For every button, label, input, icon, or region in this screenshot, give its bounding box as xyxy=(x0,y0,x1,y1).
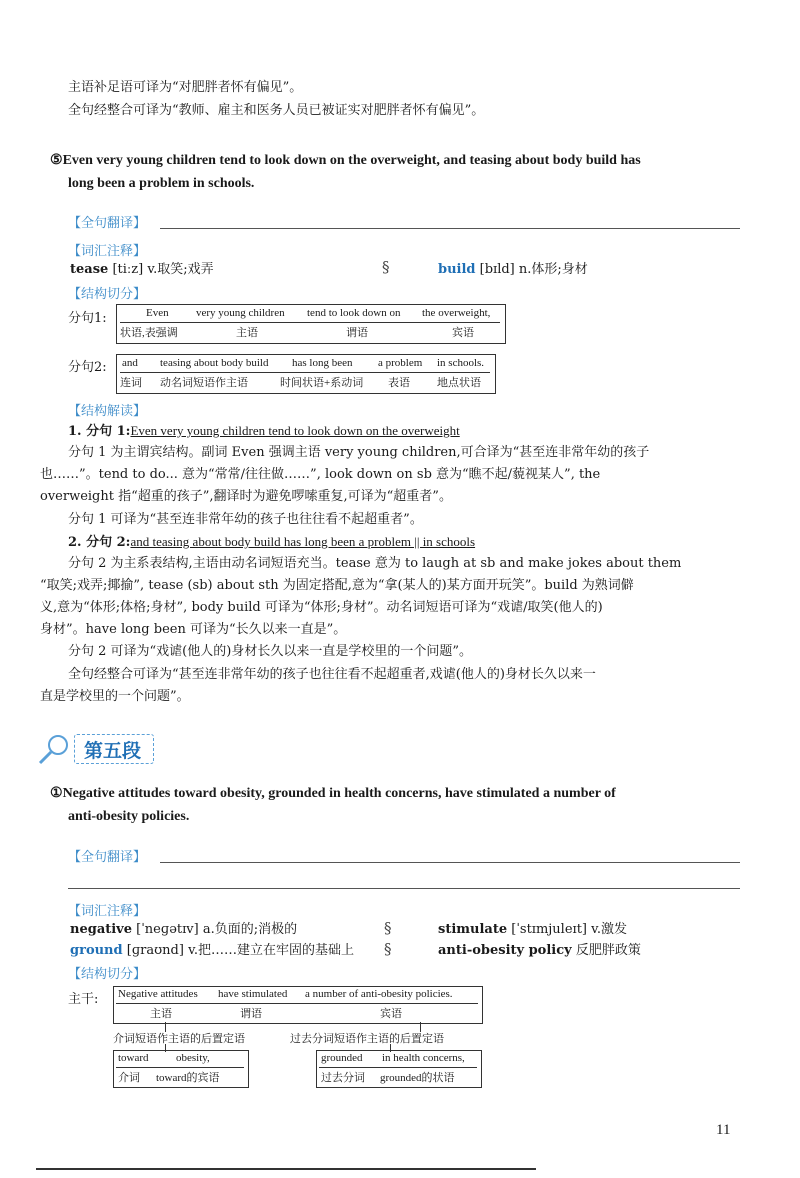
vocab-entry-negative: negative [ˈneɡətɪv] a.负面的;消极的 xyxy=(70,922,298,937)
clause-1-part: very young children xyxy=(196,307,285,319)
main-part: have stimulated xyxy=(218,988,288,1000)
clause-1-role: 宾语 xyxy=(452,327,474,339)
clause-1-role: 状语,表强调 xyxy=(120,327,178,339)
main-role: 宾语 xyxy=(380,1008,402,1020)
analysis-2-para: 义,意为“体形;体格;身材”, body build 可译为“体形;身材”。动名词短语可译为“戏谑/取笑(他人的) xyxy=(40,600,603,615)
clause-2-part: and xyxy=(122,357,138,369)
modifier-label-1: 介词短语作主语的后置定语 xyxy=(113,1033,245,1045)
clause-2-role: 地点状语 xyxy=(437,377,481,389)
analysis-1-para: overweight 指“超重的孩子”,翻译时为避免啰嗦重复,可译为“超重者”。 xyxy=(40,489,452,504)
sub2-part: in health concerns, xyxy=(382,1052,465,1064)
clause-1-role: 主语 xyxy=(236,327,258,339)
sentence-5-line-1: ⑤Even very young children tend to look down on the overweight, and teasing about body build has xyxy=(50,153,641,168)
analysis-2-summary: 分句 2 可译为“戏谑(他人的)身材长久以来一直是学校里的一个问题”。 xyxy=(68,644,472,659)
analysis-1-para: 也……”。tend to do... 意为“常常/往往做……”, look down on sb 意为“瞧不起/藐视某人”, the xyxy=(40,467,601,482)
sub1-role: 介词 xyxy=(118,1072,140,1084)
divider-squiggle: § xyxy=(384,940,392,958)
modifier-label-2: 过去分词短语作主语的后置定语 xyxy=(290,1033,444,1045)
vocab-label: 【词汇注释】 xyxy=(68,244,147,259)
divider-squiggle: § xyxy=(382,258,390,276)
clause-1-role: 谓语 xyxy=(346,327,368,339)
translation-label: 【全句翻译】 xyxy=(68,850,147,865)
clause-1-label: 分句1: xyxy=(68,311,107,326)
vocab-entry-tease: tease [tiːz] v.取笑;戏弄 xyxy=(70,262,214,277)
section-title-text: 第五段 xyxy=(84,740,142,762)
clause-1-part: Even xyxy=(146,307,169,319)
sub1-part: toward xyxy=(118,1052,149,1064)
translation-label: 【全句翻译】 xyxy=(68,216,147,231)
sub1-role: toward的宾语 xyxy=(156,1072,220,1084)
analysis-2-para: 身材”。have long been 可译为“长久以来一直是”。 xyxy=(40,622,347,637)
main-part: a number of anti-obesity policies. xyxy=(305,988,453,1000)
clause-2-label: 分句2: xyxy=(68,360,107,375)
vocab-entry-ground: ground [ɡraʊnd] v.把……建立在牢固的基础上 xyxy=(70,943,355,958)
main-trunk-rule xyxy=(116,1003,478,1004)
clause-2-role: 表语 xyxy=(388,377,410,389)
clause-2-part: a problem xyxy=(378,357,423,369)
clause-2-part: in schools. xyxy=(437,357,485,369)
sentence-1-line-2: anti-obesity policies. xyxy=(68,809,190,824)
vocab-entry-policy: anti-obesity policy 反肥胖政策 xyxy=(438,943,641,958)
top-line-1: 主语补足语可译为“对肥胖者怀有偏见”。 xyxy=(68,80,303,95)
sentence-5-line-2: long been a problem in schools. xyxy=(68,176,255,191)
analysis-label: 【结构解读】 xyxy=(68,404,147,419)
analysis-2-full: 全句经整合可译为“甚至连非常年幼的孩子也往往看不起超重者,戏谑(他人的)身材长久以来一 xyxy=(68,667,596,682)
main-role: 谓语 xyxy=(240,1008,262,1020)
translation-blank-2[interactable] xyxy=(68,888,740,889)
sentence-number: ⑤ xyxy=(50,153,63,168)
divider-squiggle: § xyxy=(384,919,392,937)
clause-2-role: 动名词短语作主语 xyxy=(160,377,248,389)
analysis-1-summary: 分句 1 可译为“甚至连非常年幼的孩子也往往看不起超重者”。 xyxy=(68,512,423,527)
main-trunk-label: 主干: xyxy=(68,992,99,1007)
magnifier-icon xyxy=(36,732,76,766)
footer-rule xyxy=(36,1168,536,1170)
sub2-role: 过去分词 xyxy=(321,1072,365,1084)
sentence-number: ① xyxy=(50,786,63,801)
sub2-role: grounded的状语 xyxy=(380,1072,455,1084)
clause-2-role: 时间状语+系动词 xyxy=(280,377,364,389)
main-role: 主语 xyxy=(150,1008,172,1020)
clause-2-role: 连词 xyxy=(120,377,142,389)
sub1-rule xyxy=(116,1067,244,1068)
sub2-rule xyxy=(319,1067,477,1068)
analysis-2-full: 直是学校里的一个问题”。 xyxy=(40,689,190,704)
clause-2-part: has long been xyxy=(292,357,353,369)
vocab-entry-stimulate: stimulate [ˈstɪmjuleɪt] v.激发 xyxy=(438,922,628,937)
clause-1-rule xyxy=(120,322,500,323)
analysis-1-para: 分句 1 为主谓宾结构。副词 Even 强调主语 very young children,可合译为“甚至连非常年幼的孩子 xyxy=(68,445,650,460)
structure-label: 【结构切分】 xyxy=(68,287,147,302)
analysis-2-heading: 2. 分句 2:and teasing about body build has long been a problem || in schools xyxy=(68,534,476,550)
clause-1-part: tend to look down on xyxy=(307,307,401,319)
vocab-label: 【词汇注释】 xyxy=(68,904,147,919)
clause-2-part: teasing about body build xyxy=(160,357,269,369)
vocab-entry-build: build [bɪld] n.体形;身材 xyxy=(438,262,588,277)
structure-label: 【结构切分】 xyxy=(68,967,147,982)
sub1-part: obesity, xyxy=(176,1052,210,1064)
analysis-2-para: 分句 2 为主系表结构,主语由动名词短语充当。tease 意为 to laugh at sb and make jokes about them xyxy=(68,556,682,571)
translation-blank[interactable] xyxy=(160,228,740,229)
sentence-1-line-1: ①Negative attitudes toward obesity, grounded in health concerns, have stimulated a number of xyxy=(50,786,616,801)
analysis-1-heading: 1. 分句 1:Even very young children tend to look down on the overweight xyxy=(68,423,460,439)
clause-2-rule xyxy=(120,372,490,373)
page-number: 11 xyxy=(716,1122,731,1138)
analysis-2-para: “取笑;戏弄;揶揄”, tease (sb) about sth 为固定搭配,意为“拿(某人的)某方面开玩笑”。build 为熟词僻 xyxy=(40,578,634,593)
translation-blank[interactable] xyxy=(160,862,740,863)
top-line-2: 全句经整合可译为“教师、雇主和医务人员已被证实对肥胖者怀有偏见”。 xyxy=(68,103,485,118)
sub2-part: grounded xyxy=(321,1052,363,1064)
clause-1-part: the overweight, xyxy=(422,307,491,319)
main-part: Negative attitudes xyxy=(118,988,198,1000)
